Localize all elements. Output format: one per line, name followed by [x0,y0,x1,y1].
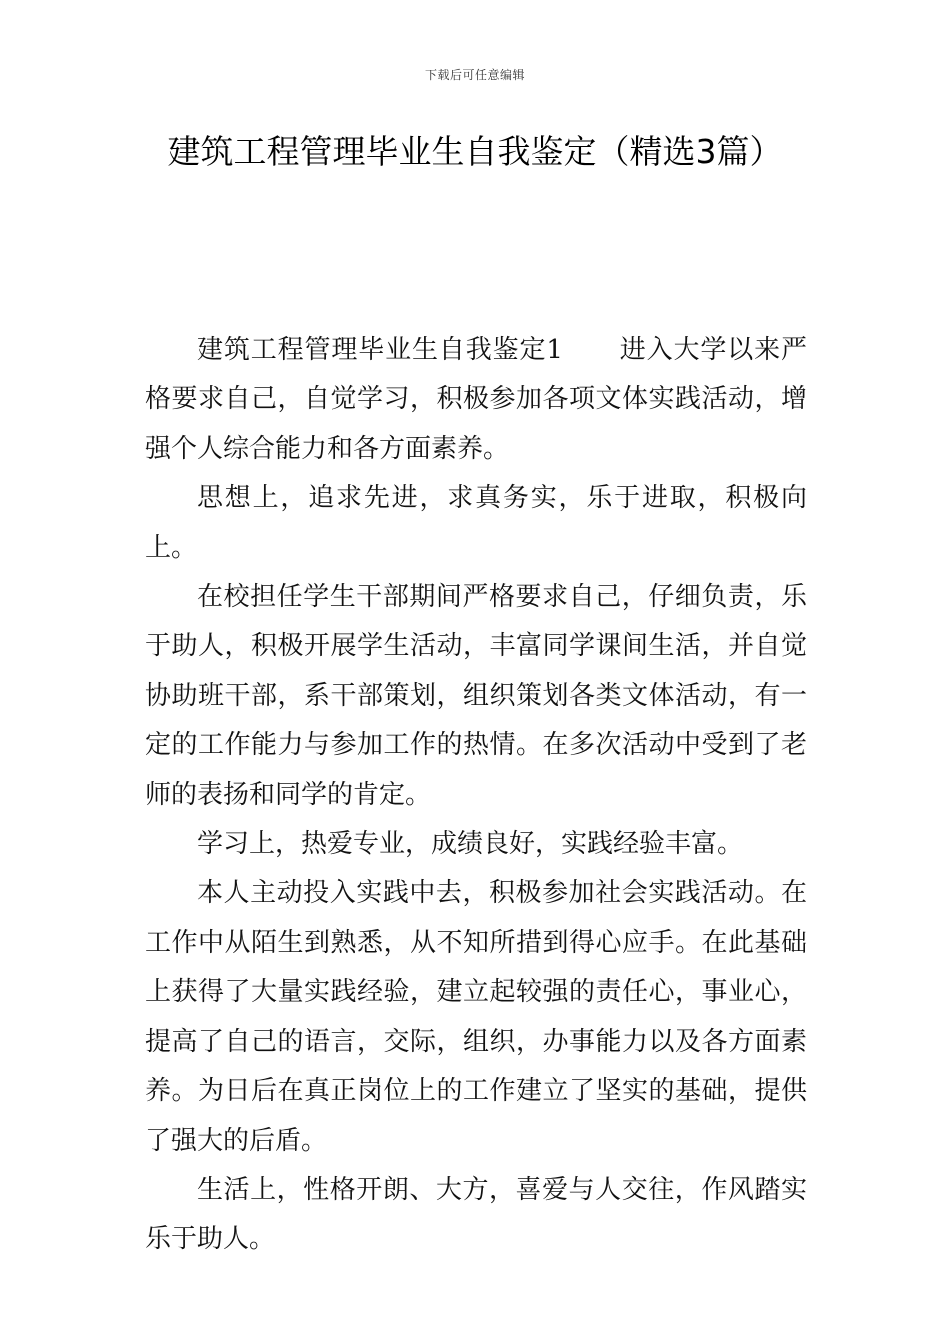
paragraph: 本人主动投入实践中去，积极参加社会实践活动。在工作中从陌生到熟悉，从不知所措到得心应手。在此基础上获得了大量实践经验，建立起较强的责任心，事业心，提高了自己的语言，交际，组织，办事能力以及各方面素养。为日后在真正岗位上的工作建立了坚实的基础，提供了强大的后盾。 [145,878,807,1156]
paragraph-intro [145,326,807,474]
paragraph: 在校担任学生干部期间严格要求自己，仔细负责，乐于助人，积极开展学生活动，丰富同学课间生活，并自觉协助班干部，系干部策划，组织策划各类文体活动，有一定的工作能力与参加工作的热情。在多次活动中受到了老师的表扬和同学的肯定。 [145,582,807,810]
paragraph: 思想上，追求先进，求真务实，乐于进取，积极向上。 [145,483,807,563]
section-heading: 建筑工程管理毕业生自我鉴定1 [197,335,563,365]
paragraph: 生活上，性格开朗、大方，喜爱与人交往，作风踏实乐于助人。 [145,1174,807,1255]
header-note: 下载后可任意编辑 [424,68,525,82]
document-body [145,326,807,1265]
paragraph: 学习上，热爱专业，成绩良好，实践经验丰富。 [197,829,744,860]
paragraph-text: 进入大学以来严格要求自己，自觉学习，积极参加各项文体实践活动，增强个人综合能力和各方面素养。 [145,335,807,464]
document-title: 建筑工程管理毕业生自我鉴定（精选3篇） [167,132,783,171]
